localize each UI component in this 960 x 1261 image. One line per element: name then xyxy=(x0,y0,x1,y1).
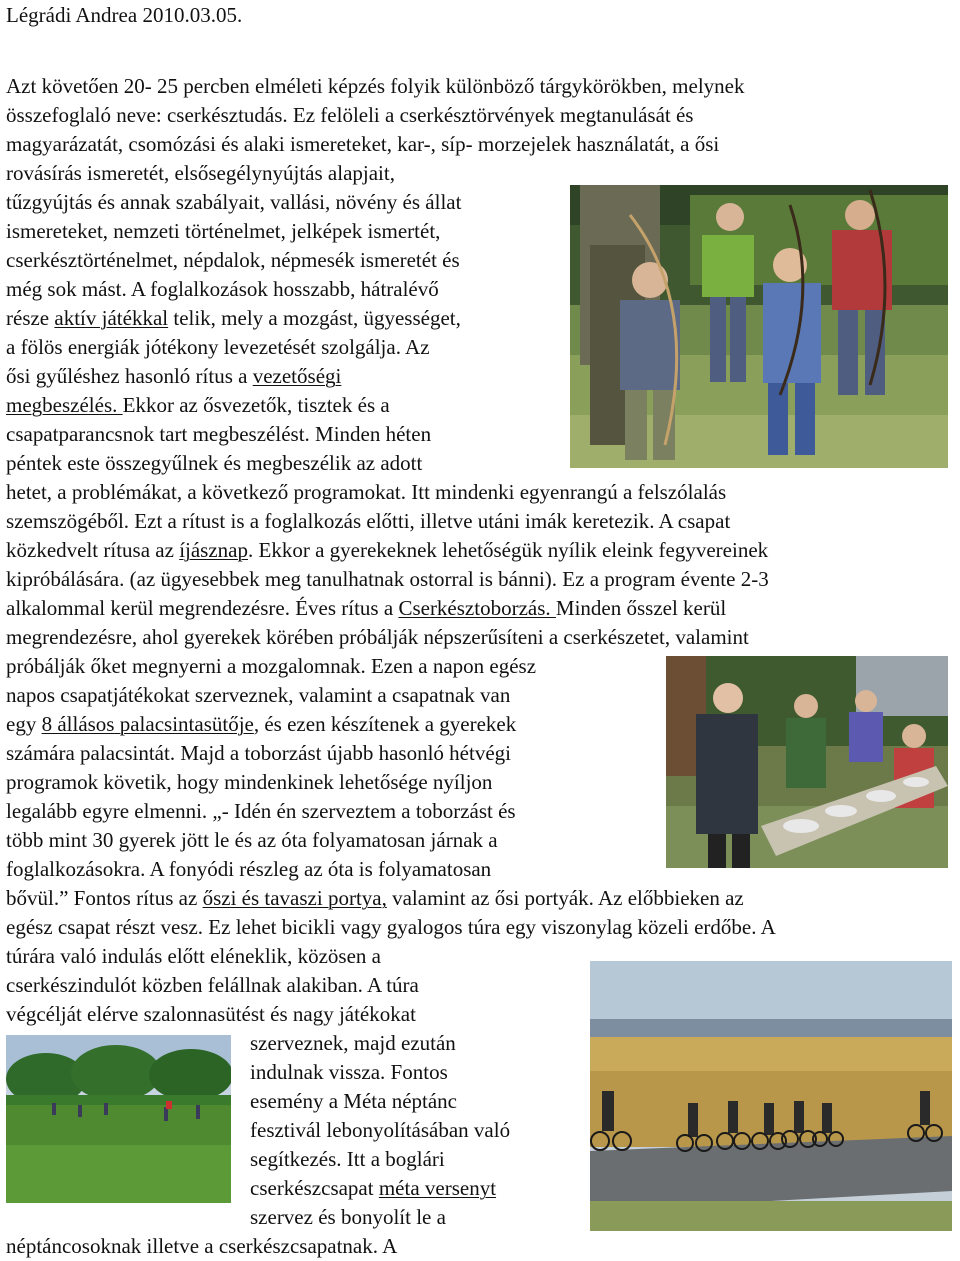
text-line: kipróbálására. (az ügyesebbek meg tanulhatnak ostorral is bánni). Ez a program évente 2-3 xyxy=(6,567,769,591)
text-line: megrendezésre, ahol gyerekek körében próbálják népszerűsíteni a cserkészetet, valamint xyxy=(6,625,749,649)
link-vezetosegi[interactable]: vezetőségi xyxy=(252,364,342,388)
text-line: programok követik, hogy mindenkinek lehetősége nyíljon xyxy=(6,770,493,794)
archery-photo xyxy=(570,185,948,468)
field-photo xyxy=(6,1035,231,1203)
text-line: próbálják őket megnyerni a mozgalomnak. Ezen a napon egész xyxy=(6,654,537,678)
text-line: indulnak vissza. Fontos xyxy=(250,1060,448,1084)
text-line: magyarázatát, csomózási és alaki ismereteket, kar-, síp- morzejelek használatát, a ősi xyxy=(6,132,720,156)
text-line: számára palacsintát. Majd a toborzást újabb hasonló hétvégi xyxy=(6,741,511,765)
text-line: egész csapat részt vesz. Ez lehet bicikli vagy gyalogos túra egy viszonylag közeli erdőbe. A xyxy=(6,915,776,939)
text-line: bővül.” Fontos rítus az őszi és tavaszi portya, valamint az ősi portyák. Az előbbieken az xyxy=(6,886,744,910)
text-line: foglalkozásokra. A fonyódi részleg az óta is folyamatosan xyxy=(6,857,492,881)
link-portya[interactable]: őszi és tavaszi portya, xyxy=(202,886,387,910)
text-line: Azt követően 20- 25 percben elméleti képzés folyik különböző tárgykörökben, melynek xyxy=(6,74,745,98)
text-line: még sok mást. A foglalkozások hosszabb, hátralévő xyxy=(6,277,439,301)
text-line: megbeszélés. Ekkor az ősvezetők, tisztek és a xyxy=(6,393,390,417)
text-line: néptáncosoknak illetve a cserkészcsapatnak. A xyxy=(6,1234,398,1258)
link-palacsintasuto[interactable]: 8 állásos palacsintasütője xyxy=(41,712,254,736)
text-line: cserkészindulót közben felállnak alakiban. A túra xyxy=(6,973,419,997)
link-meta-verseny[interactable]: méta versenyt xyxy=(378,1176,497,1200)
text-line: esemény a Méta néptánc xyxy=(250,1089,457,1113)
text-line: ismereteket, nemzeti történelmet, jelképek ismertét, xyxy=(6,219,441,243)
text-line: közkedvelt rítusa az íjásznap. Ekkor a gyerekeknek lehetőségük nyílik eleink fegyvereinek xyxy=(6,538,769,562)
text-line: napos csapatjátékokat szerveznek, valamint a csapatnak van xyxy=(6,683,511,707)
cycling-photo xyxy=(590,961,952,1231)
text-line: csapatparancsnok tart megbeszélést. Minden héten xyxy=(6,422,432,446)
link-ijasznap[interactable]: íjásznap xyxy=(179,538,248,562)
text-line: a fölös energiák jótékony levezetését szolgálja. Az xyxy=(6,335,430,359)
text-line: ősi gyűléshez hasonló rítus a vezetőségi xyxy=(6,364,342,388)
text-line: hetet, a problémákat, a következő programokat. Itt mindenki egyenrangú a felszólalás xyxy=(6,480,727,504)
text-line: végcélját elérve szalonnasütést és nagy játékokat xyxy=(6,1002,416,1026)
text-line: péntek este összegyűlnek és megbeszélik az adott xyxy=(6,451,423,475)
author-date: Légrádi Andrea 2010.03.05. xyxy=(6,3,243,27)
text-line: rovásírás ismeretét, elsősegélynyújtás alapjait, xyxy=(6,161,395,185)
text-line: szemszögéből. Ezt a rítust is a foglalkozás előtti, illetve utáni imák keretezik. A csapat xyxy=(6,509,731,533)
text-line: alkalommal kerül megrendezésre. Éves rítus a Cserkésztoborzás. Minden ősszel kerül xyxy=(6,596,727,620)
text-line: része aktív játékkal telik, mely a mozgást, ügyességet, xyxy=(6,306,461,330)
text-line: fesztivál lebonyolításában való xyxy=(250,1118,511,1142)
text-line: túrára való indulás előtt eléneklik, közösen a xyxy=(6,944,381,968)
text-line: cserkészcsapat méta versenyt xyxy=(250,1176,497,1200)
link-aktiv-jatekkal[interactable]: aktív játékkal xyxy=(54,306,169,330)
text-line: szerveznek, majd ezután xyxy=(250,1031,456,1055)
text-line: cserkésztörténelmet, népdalok, népmesék ismeretét és xyxy=(6,248,460,272)
text-line: legalább egyre elmenni. „- Idén én szerveztem a toborzást és xyxy=(6,799,516,823)
text-line: összefoglaló neve: cserkésztudás. Ez felöleli a cserkésztörvények megtanulását és xyxy=(6,103,694,127)
pancake-photo xyxy=(666,656,948,868)
text-line: segítkezés. Itt a boglári xyxy=(250,1147,445,1171)
link-megbeszeles[interactable]: megbeszélés. xyxy=(6,393,123,417)
text-line: tűzgyújtás és annak szabályait, vallási, növény és állat xyxy=(6,190,462,214)
link-cserkesztoborzas[interactable]: Cserkésztoborzás. xyxy=(398,596,556,620)
text-line: szervez és bonyolít le a xyxy=(250,1205,446,1229)
text-line: egy 8 állásos palacsintasütője, és ezen készítenek a gyerekek xyxy=(6,712,517,736)
text-line: több mint 30 gyerek jött le és az óta folyamatosan járnak a xyxy=(6,828,498,852)
